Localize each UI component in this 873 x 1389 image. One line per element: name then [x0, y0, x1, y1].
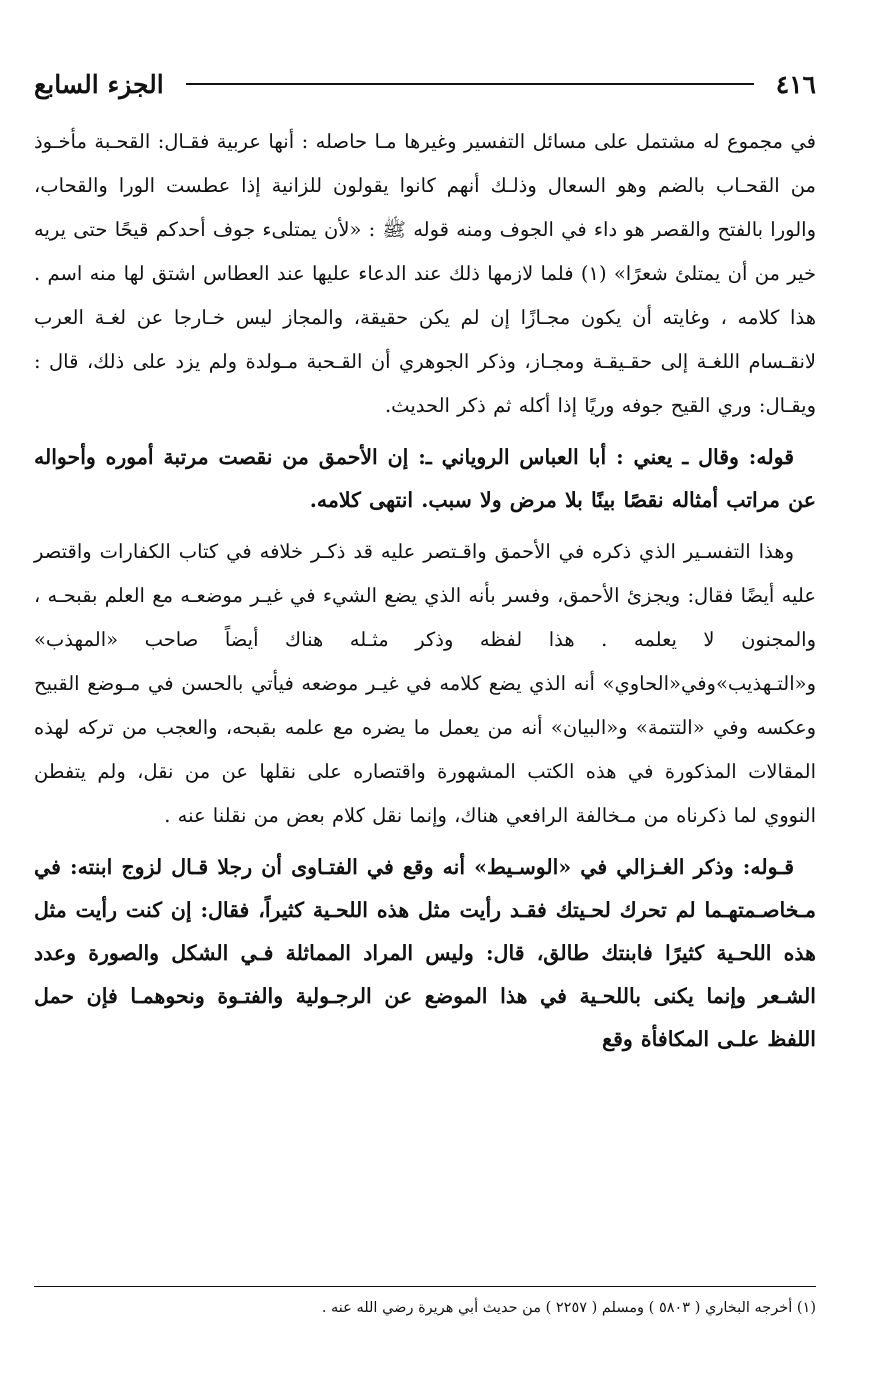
header-rule [186, 83, 754, 85]
paragraph-2-quote: قوله: وقال ـ يعني : أبا العباس الروياني ـ: إن الأحمق من نقصت مرتبة أموره وأحواله عن مراتب أمثاله نقصًا بينًا بلا مرض ولا سبب. انتهى كلامه. [34, 445, 816, 512]
book-page [34, 58, 816, 1061]
part-title: الجزء السابع [34, 69, 164, 99]
paragraph-4-quote: قـوله: وذكر الغـزالي في «الوسـيط» أنه وقع في الفتـاوى أن رجلا قـال لزوج ابنته: في مـخاصـمتهـما لم تحرك لحـيتك فقـد رأيت مثل هذه اللحـية كثيراً، فقال: إن كنت رأيت مثل هذه اللحـية كثيرًا فابنتك طالق، قال: وليس المراد المماثلة فـي الشكل والصورة وعدد الشـعر وإنما يكنى باللحـية في هذا الموضع عن الرجـولية والفتـوة ونحوهمـا فإن حمل اللفظ علـى المكافأة وقع [34, 855, 816, 1051]
running-header [34, 58, 816, 110]
paragraph-3: وهذا التفسـير الذي ذكره في الأحمق واقـتصر عليه قد ذكـر خلافه في كتاب الكفارات واقتصر عليه أيضًا فقال: ويجزئ الأحمق، وفسر بأنه الذي يضع الشيء في غيـر موضعـه مع العلم بقبحـه ، والمجنون لا يعلمه . هذا لفظه وذكر مثـله هناك أيضاً صاحب «المهذب» و«التـهذيب»وفي«الحاوي» أنه الذي يضع كلامه في غيـر موضعه فيأتي بالحسن في مـوضع القبيح وعكسه وفي «التتمة» و«البيان» أنه من يعمل ما يضره مع علمه بقبحه، والعجب من تركه لهذه المقالات المذكورة في هذه الكتب المشهورة واقتصاره على نقلها عن من نقل، ولم يتفطن النووي لما ذكرناه من مـخالفة الرافعي هناك، وإنما نقل كلام بعض من نقلنا عنه . [34, 540, 816, 827]
footnote-rule [34, 1286, 816, 1287]
page-body [34, 120, 816, 1061]
page-number: ٤١٦ [775, 69, 816, 99]
footnote: (١) أخرجه البخاري ( ٥٨٠٣ ) ومسلم ( ٢٢٥٧ ) من حديث أبي هريرة رضي الله عنه . [321, 1300, 816, 1316]
paragraph-1: في مجموع له مشتمل على مسائل التفسير وغيرها مـا حاصله : أنها عربية فقـال: القحـبة مأخـوذ من القحـاب بالضم وهو السعال وذلـك أنهم كانوا يقولون للزانية إذا عطست الورا والقحاب، والورا بالفتح والقصر هو داء في الجوف ومنه قوله ﷺ : «لأن يمتلىء جوف أحدكم قيحًا حتى يريه خير من أن يمتلئ شعرًا» (١) فلما لازمها ذلك عند الدعاء عليها عند العطاس اشتق لها منه اسم . هذا كلامه ، وغايته أن يكون مجـازًا إن لم يكن حقيقة، والمجاز ليس خـارجا عن لغـة العرب لانقـسام اللغـة إلى حقـيقـة ومجـاز، وذكر الجوهري أن القـحبة مـولدة ولم يزد على ذلك، قال : ويقـال: وري القيح جوفه وريًا إذا أكله ثم ذكر الحديث. [34, 130, 816, 417]
